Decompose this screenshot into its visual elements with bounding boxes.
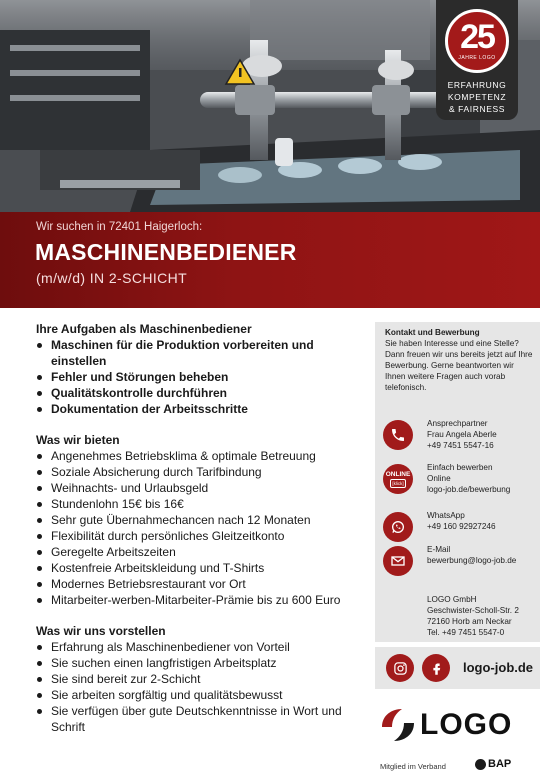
whatsapp-number: +49 160 92927246 — [427, 522, 496, 531]
list-item: Sie sind bereit zur 2-Schicht — [36, 671, 362, 687]
job-subtitle: (m/w/d) IN 2-SCHICHT — [36, 270, 188, 286]
list-item: Qualitätskontrolle durchführen — [36, 385, 362, 401]
list-item: Sie suchen einen langfristigen Arbeitsplatz — [36, 655, 362, 671]
whatsapp-label: WhatsApp — [427, 511, 465, 520]
contact-sidebar — [375, 322, 540, 642]
online-icon-sub: [klick] — [390, 479, 407, 488]
tasks-heading: Ihre Aufgaben als Maschinenbediener — [36, 322, 252, 336]
logo-wordmark: LOGO — [420, 708, 513, 741]
list-item: Weihnachts- und Urlaubsgeld — [36, 480, 362, 496]
list-item: Dokumentation der Arbeitsschritte — [36, 401, 362, 417]
whatsapp-icon — [383, 512, 413, 542]
badge-value-3: & FAIRNESS — [448, 104, 506, 114]
association-name: BAP — [488, 758, 512, 770]
phone-label: Ansprechpartner — [427, 419, 488, 428]
mail-icon — [383, 546, 413, 576]
list-item: Erfahrung als Maschinenbediener von Vorteil — [36, 639, 362, 655]
list-item: Angenehmes Betriebsklima & optimale Betreuung — [36, 448, 362, 464]
contact-heading: Kontakt und Bewerbung — [385, 328, 480, 337]
website-link[interactable]: logo-job.de — [463, 660, 534, 675]
list-item: Stundenlohn 15€ bis 16€ — [36, 496, 362, 512]
bap-logo-icon — [475, 759, 486, 770]
location-kicker: Wir suchen in 72401 Haigerloch: — [36, 221, 203, 233]
email-label: E-Mail — [427, 545, 451, 554]
list-item: Sie arbeiten sorgfältig und qualitätsbewusst — [36, 687, 362, 703]
phone-contact-person: Frau Angela Aberle — [427, 430, 497, 439]
list-item: Flexibilität durch persönliches Gleitzeitkonto — [36, 528, 362, 544]
company-address — [427, 594, 537, 638]
company-street: Geschwister-Scholl-Str. 2 — [427, 606, 519, 615]
online-label: Einfach bewerben — [427, 463, 493, 472]
online-link[interactable]: logo-job.de/bewerbung — [427, 485, 511, 494]
company-phone: Tel. +49 7451 5547-0 — [427, 628, 505, 637]
requirements-heading: Was wir uns vorstellen — [36, 624, 166, 638]
badge-value-1: ERFAHRUNG — [447, 80, 507, 90]
list-item: Modernes Betriebsrestaurant vor Ort — [36, 576, 362, 592]
list-item: Kostenfreie Arbeitskleidung und T-Shirts — [36, 560, 362, 576]
anniversary-seal — [445, 9, 509, 73]
list-item: Maschinen für die Produktion vorbereiten und einstellen — [36, 337, 362, 369]
offers-heading: Was wir bieten — [36, 433, 120, 447]
logo-mark-icon — [378, 705, 418, 745]
company-name: LOGO GmbH — [427, 595, 477, 604]
social-bar — [375, 647, 540, 689]
online-label-2: Online — [427, 474, 451, 483]
online-application[interactable] — [383, 462, 538, 502]
email-address[interactable]: bewerbung@logo-job.de — [427, 556, 517, 565]
job-title: MASCHINENBEDIENER — [35, 239, 297, 265]
facebook-icon[interactable] — [422, 654, 450, 682]
badge-subtitle: JAHRE LOGO — [458, 55, 496, 61]
email-contact[interactable] — [383, 544, 538, 580]
online-icon-label: ONLINE — [385, 470, 411, 478]
online-apply-icon — [383, 464, 413, 494]
list-item: Fehler und Störungen beheben — [36, 369, 362, 385]
list-item: Sehr gute Übernahmechancen nach 12 Monaten — [36, 512, 362, 528]
membership-note: Mitglied im Verband — [380, 762, 446, 771]
contact-intro-text: Sie haben Interesse und eine Stelle? Dann freuen wir uns bereits jetzt auf Ihre Bewerbung. Gerne beantworten wir Ihnen weitere Fragen auch vorab telefonisch. — [385, 339, 533, 392]
list-item: Soziale Absicherung durch Tarifbindung — [36, 464, 362, 480]
whatsapp-contact[interactable] — [383, 510, 538, 546]
phone-contact[interactable] — [383, 418, 538, 458]
badge-number: 25 — [460, 18, 494, 56]
tasks-list — [36, 337, 362, 417]
job-details — [36, 322, 362, 735]
anniversary-badge — [436, 0, 518, 120]
list-item: Geregelte Arbeitszeiten — [36, 544, 362, 560]
company-city: 72160 Horb am Neckar — [427, 617, 512, 626]
title-band — [0, 212, 540, 308]
list-item: Sie verfügen über gute Deutschkenntnisse in Wort und Schrift — [36, 703, 362, 735]
phone-number: +49 7451 5547-16 — [427, 441, 494, 450]
requirements-list — [36, 639, 362, 735]
badge-value-2: KOMPETENZ — [447, 92, 507, 102]
offers-list — [36, 448, 362, 608]
list-item: Mitarbeiter-werben-Mitarbeiter-Prämie bis zu 600 Euro — [36, 592, 362, 608]
contact-intro — [385, 327, 533, 393]
hero-photo — [0, 0, 540, 212]
phone-icon — [383, 420, 413, 450]
company-logo — [378, 705, 528, 745]
instagram-icon[interactable] — [386, 654, 414, 682]
